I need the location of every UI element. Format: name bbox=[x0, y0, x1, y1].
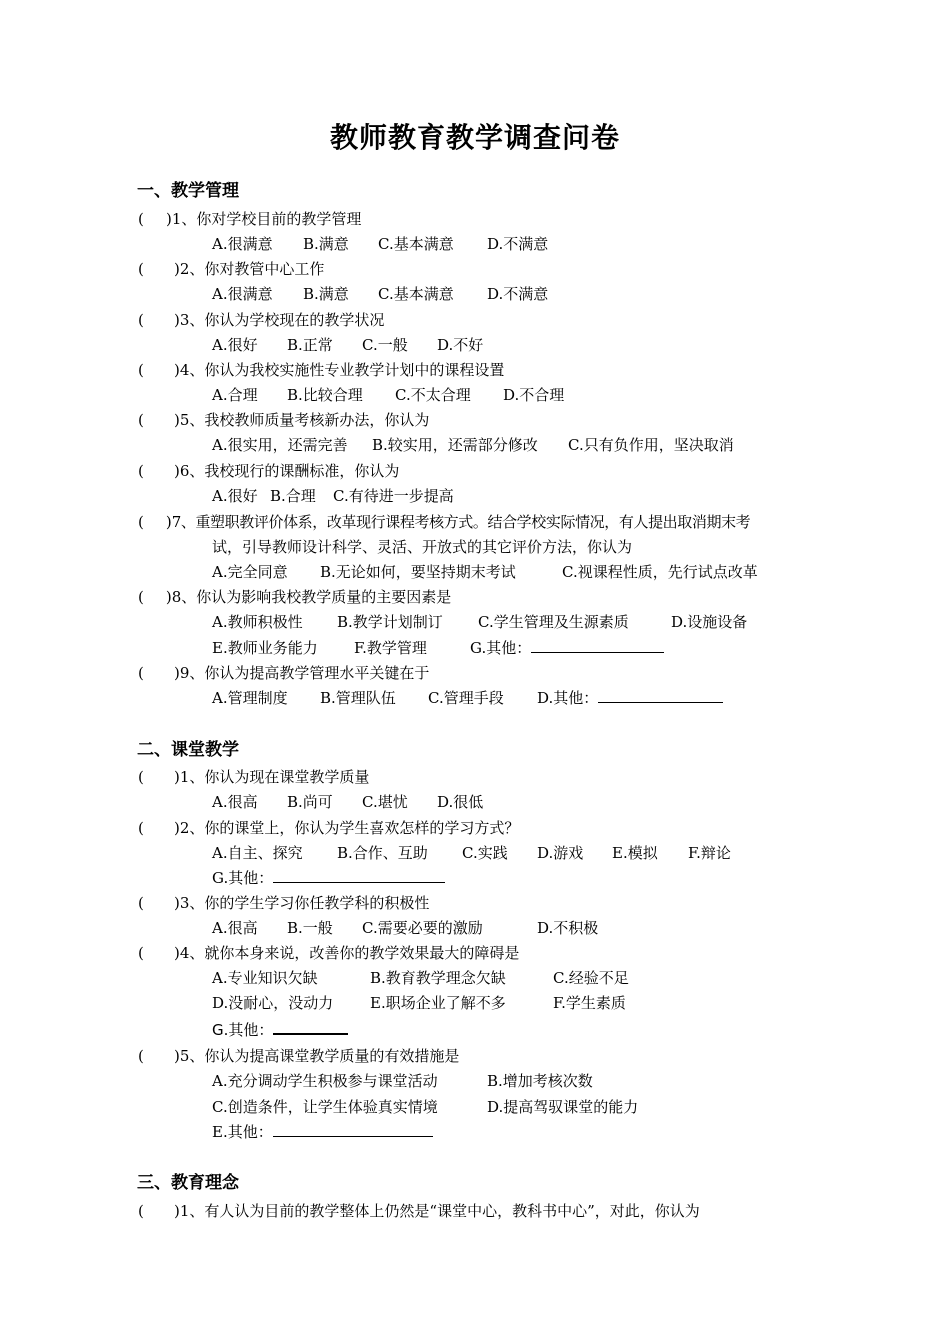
answer-paren[interactable]: ( bbox=[138, 664, 144, 682]
answer-paren[interactable]: ( bbox=[138, 462, 144, 480]
option: A.充分调动学生积极参与课堂活动 bbox=[212, 1072, 438, 1090]
option: A.很实用，还需完善 bbox=[212, 436, 348, 454]
option-other: G.其他： bbox=[212, 867, 445, 889]
question-line: ( )1、你认为现在课堂教学质量 bbox=[138, 768, 370, 786]
answer-paren[interactable]: ( bbox=[138, 1047, 144, 1065]
option: B.管理队伍 bbox=[320, 689, 396, 707]
option: C.有待进一步提高 bbox=[333, 487, 454, 505]
fill-in-blank[interactable] bbox=[531, 637, 664, 653]
option: B.教育教学理念欠缺 bbox=[370, 969, 506, 987]
question-line: ( )3、你的学生学习你任教学科的积极性 bbox=[138, 894, 430, 912]
option: D.不满意 bbox=[487, 235, 549, 253]
question-text: 5、你认为提高课堂教学质量的有效措施是 bbox=[179, 1047, 460, 1065]
option: A.专业知识欠缺 bbox=[212, 969, 318, 987]
option: C.创造条件，让学生体验真实情境 bbox=[212, 1098, 438, 1116]
option: F.学生素质 bbox=[553, 994, 626, 1012]
option: A.教师积极性 bbox=[212, 613, 303, 631]
option: D.不合理 bbox=[503, 386, 565, 404]
question-line: ( )6、我校现行的课酬标准，你认为 bbox=[138, 462, 400, 480]
section-heading: 二、课堂教学 bbox=[137, 740, 239, 760]
option: C.视课程性质，先行试点改革 bbox=[562, 563, 758, 581]
option: C.堪忧 bbox=[362, 793, 408, 811]
question-text: 1、你对学校目前的教学管理 bbox=[171, 210, 362, 228]
question-text: 2、你对教管中心工作 bbox=[179, 260, 325, 278]
option: C.管理手段 bbox=[428, 689, 504, 707]
answer-paren[interactable]: ( bbox=[138, 311, 144, 329]
option: A.管理制度 bbox=[212, 689, 288, 707]
option: B.一般 bbox=[287, 919, 333, 937]
question-text: 1、有人认为目前的教学整体上仍然是“课堂中心，教科书中心”，对此，你认为 bbox=[179, 1202, 700, 1220]
option: B.增加考核次数 bbox=[487, 1072, 593, 1090]
answer-paren[interactable]: ( bbox=[138, 210, 144, 228]
option-other: G.其他： bbox=[212, 1018, 348, 1041]
fill-in-blank[interactable] bbox=[273, 867, 445, 883]
question-line: ( )2、你对教管中心工作 bbox=[138, 260, 325, 278]
question-line: ( )4、你认为我校实施性专业教学计划中的课程设置 bbox=[138, 361, 505, 379]
option: A.很好 bbox=[212, 487, 258, 505]
question-line: ( )9、你认为提高教学管理水平关键在于 bbox=[138, 664, 430, 682]
answer-paren[interactable]: ( bbox=[138, 819, 144, 837]
question-text: 3、你的学生学习你任教学科的积极性 bbox=[179, 894, 430, 912]
option: F.教学管理 bbox=[354, 639, 427, 657]
answer-paren[interactable]: ( bbox=[138, 260, 144, 278]
page-title: 教师教育教学调查问卷 bbox=[329, 121, 620, 154]
question-line: ( )7、重塑职教评价体系，改革现行课程考核方式。结合学校实际情况，有人提出取消期末考 bbox=[138, 513, 751, 531]
answer-paren[interactable]: ( bbox=[138, 411, 144, 429]
answer-paren[interactable]: ( bbox=[138, 1202, 144, 1220]
option: E.职场企业了解不多 bbox=[370, 994, 506, 1012]
section-heading: 三、教育理念 bbox=[137, 1173, 239, 1193]
question-text: 3、你认为学校现在的教学状况 bbox=[179, 311, 385, 329]
option: B.教学计划制订 bbox=[337, 613, 443, 631]
option: D.游戏 bbox=[537, 844, 584, 862]
question-continuation: 试，引导教师设计科学、灵活、开放式的其它评价方法，你认为 bbox=[212, 538, 633, 556]
option: D.不好 bbox=[437, 336, 484, 354]
section-heading: 一、教学管理 bbox=[137, 181, 239, 201]
option: E.模拟 bbox=[612, 844, 658, 862]
option: B.合理 bbox=[270, 487, 316, 505]
question-text: 2、你的课堂上，你认为学生喜欢怎样的学习方式？ bbox=[179, 819, 520, 837]
option: C.需要必要的激励 bbox=[362, 919, 483, 937]
question-line: ( )5、我校教师质量考核新办法，你认为 bbox=[138, 411, 430, 429]
question-text: 4、你认为我校实施性专业教学计划中的课程设置 bbox=[179, 361, 505, 379]
question-text: 6、我校现行的课酬标准，你认为 bbox=[179, 462, 400, 480]
option: D.没耐心，没动力 bbox=[212, 994, 334, 1012]
fill-in-blank[interactable] bbox=[273, 1121, 433, 1137]
option: A.很高 bbox=[212, 793, 258, 811]
option: C.经验不足 bbox=[553, 969, 629, 987]
fill-in-blank[interactable] bbox=[273, 1018, 348, 1035]
option: B.比较合理 bbox=[287, 386, 363, 404]
question-text: 4、就你本身来说，改善你的教学效果最大的障碍是 bbox=[179, 944, 520, 962]
option: A.自主、探究 bbox=[212, 844, 303, 862]
question-text: 8、你认为影响我校教学质量的主要因素是 bbox=[171, 588, 452, 606]
question-line: ( )1、你对学校目前的教学管理 bbox=[138, 210, 362, 228]
option: A.很满意 bbox=[212, 285, 273, 303]
option: B.合作、互助 bbox=[337, 844, 428, 862]
option: C.只有负作用，坚决取消 bbox=[568, 436, 734, 454]
option-other: E.其他： bbox=[212, 1121, 433, 1143]
option-other: G.其他： bbox=[470, 637, 664, 659]
option: E.教师业务能力 bbox=[212, 639, 318, 657]
option: A.很好 bbox=[212, 336, 258, 354]
option: A.很高 bbox=[212, 919, 258, 937]
fill-in-blank[interactable] bbox=[598, 687, 723, 703]
question-line: ( )8、你认为影响我校教学质量的主要因素是 bbox=[138, 588, 452, 606]
answer-paren[interactable]: ( bbox=[138, 894, 144, 912]
question-line: ( )2、你的课堂上，你认为学生喜欢怎样的学习方式？ bbox=[138, 819, 520, 837]
option: C.学生管理及生源素质 bbox=[478, 613, 629, 631]
option: B.较实用，还需部分修改 bbox=[372, 436, 538, 454]
option: A.很满意 bbox=[212, 235, 273, 253]
question-line: ( )1、有人认为目前的教学整体上仍然是“课堂中心，教科书中心”，对此，你认为 bbox=[138, 1202, 700, 1220]
question-text: 7、重塑职教评价体系，改革现行课程考核方式。结合学校实际情况，有人提出取消期末考 bbox=[171, 513, 751, 531]
option: B.尚可 bbox=[287, 793, 333, 811]
option: A.完全同意 bbox=[212, 563, 288, 581]
option: B.正常 bbox=[287, 336, 333, 354]
answer-paren[interactable]: ( bbox=[138, 361, 144, 379]
option: D.很低 bbox=[437, 793, 484, 811]
answer-paren[interactable]: ( bbox=[138, 944, 144, 962]
option-other: D.其他： bbox=[537, 687, 723, 709]
question-line: ( )5、你认为提高课堂教学质量的有效措施是 bbox=[138, 1047, 460, 1065]
option: C.基本满意 bbox=[378, 235, 454, 253]
option: D.提高驾驭课堂的能力 bbox=[487, 1098, 639, 1116]
option: F.辩论 bbox=[688, 844, 731, 862]
question-line: ( )4、就你本身来说，改善你的教学效果最大的障碍是 bbox=[138, 944, 520, 962]
option: D.设施设备 bbox=[671, 613, 748, 631]
option: D.不积极 bbox=[537, 919, 599, 937]
question-text: 9、你认为提高教学管理水平关键在于 bbox=[179, 664, 430, 682]
option: A.合理 bbox=[212, 386, 258, 404]
question-line: ( )3、你认为学校现在的教学状况 bbox=[138, 311, 385, 329]
option: D.不满意 bbox=[487, 285, 549, 303]
answer-paren[interactable]: ( bbox=[138, 768, 144, 786]
question-text: 1、你认为现在课堂教学质量 bbox=[179, 768, 370, 786]
option: B.无论如何，要坚持期末考试 bbox=[320, 563, 516, 581]
question-text: 5、我校教师质量考核新办法，你认为 bbox=[179, 411, 430, 429]
option: C.不太合理 bbox=[395, 386, 471, 404]
option: C.一般 bbox=[362, 336, 408, 354]
option: C.基本满意 bbox=[378, 285, 454, 303]
option: C.实践 bbox=[462, 844, 508, 862]
option: B.满意 bbox=[303, 285, 349, 303]
option: B.满意 bbox=[303, 235, 349, 253]
